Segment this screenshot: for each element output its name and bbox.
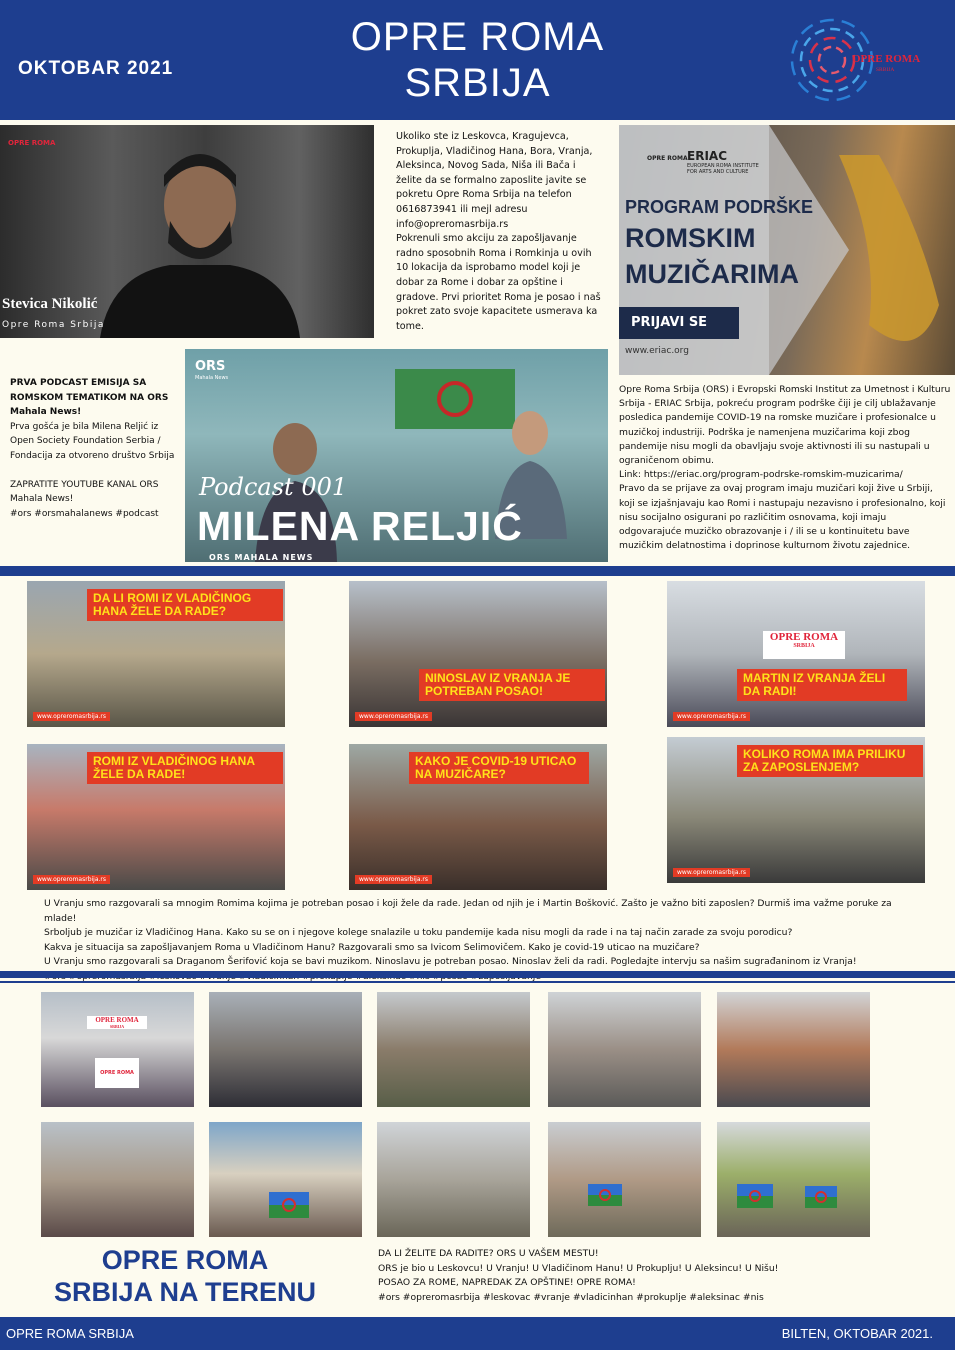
apply-button[interactable]: PRIJAVI SE <box>619 307 739 339</box>
video-sign-sub: SRBIJA <box>793 643 815 649</box>
ad-brand-eriac-sub: EUROPEAN ROMA INSTITUTE FOR ARTS AND CULTURE <box>687 163 759 175</box>
video-title: KAKO JE COVID-19 UTICAO NA MUZIČARE? <box>409 752 589 784</box>
video-thumbnail[interactable] <box>27 581 285 727</box>
field-photo <box>548 992 701 1107</box>
stand-logo: OPRE ROMA <box>95 1058 139 1088</box>
field-title-line-2: SRBIJA NA TERENU <box>53 1277 317 1307</box>
field-text <box>378 1247 938 1305</box>
footer-org: OPRE ROMA SRBIJA <box>6 1326 134 1341</box>
podcast-logo: ORS <box>195 359 226 374</box>
field-line: POSAO ZA ROME, NAPREDAK ZA OPŠTINE! OPRE ROMA! <box>378 1277 636 1289</box>
title-line-2: SRBIJA <box>404 61 551 105</box>
video-title: KOLIKO ROMA IMA PRILIKU ZA ZAPOSLENJEM? <box>737 745 923 777</box>
stand-sign-text: OPRE ROMA <box>95 1016 139 1024</box>
stevica-photo <box>0 125 374 338</box>
video-url: www.opreromasrbija.rs <box>355 712 432 721</box>
issue-date: OKTOBAR 2021 <box>18 58 174 79</box>
podcast-channel: ORS MAHALA NEWS <box>209 553 314 562</box>
podcast-body: Prva gošća je bila Milena Reljić iz Open Society Foundation Serbia / Fondacija za otvoreno društvo Srbija <box>10 421 175 461</box>
svg-text:SRBIJA: SRBIJA <box>876 67 895 73</box>
podcast-text <box>10 376 178 521</box>
person-name: Stevica Nikolić <box>2 296 98 312</box>
opre-roma-logo <box>790 12 930 108</box>
podcast-heading: PRVA PODCAST EMISIJA SA ROMSKOM TEMATIKOM NA ORS Mahala News! <box>10 378 169 418</box>
section-divider <box>0 566 955 576</box>
field-photo <box>41 992 194 1107</box>
field-photo <box>377 1122 530 1237</box>
field-photo <box>717 992 870 1107</box>
video-thumbnail[interactable] <box>349 744 607 890</box>
roma-flag-icon <box>717 1122 870 1237</box>
video-url: www.opreromasrbija.rs <box>673 712 750 721</box>
video-thumbnail[interactable] <box>667 737 925 883</box>
section-divider-thin <box>0 981 955 983</box>
field-line: ORS je bio u Leskovcu! U Vranju! U Vladičinom Hanu! U Prokuplju! U Aleksincu! U Nišu! <box>378 1262 779 1274</box>
video-url: www.opreromasrbija.rs <box>355 875 432 884</box>
person-role: Opre Roma Srbija <box>2 320 105 330</box>
photo-corner-logo: OPRE ROMA <box>8 139 56 147</box>
eriac-program-text <box>619 383 951 553</box>
section-divider <box>0 971 955 978</box>
eriac-paragraph: Pravo da se prijave za ovaj program imaju muzičari koji žive u Srbiji, koji se izjašnjavaju kao Romi i nastupaju nezavisno i profesionalno, koji nisu socijalno osigurani po različitim osnovama, koji imaju odgovarajuće muzičko obrazovanje i / ili se u kontinuitetu bave muzičkim delatnostima i doprinose kulturnom životu zajednice. <box>619 483 946 552</box>
ad-url: www.eriac.org <box>625 346 689 356</box>
ad-line-1: PROGRAM PODRŠKE <box>625 197 814 217</box>
field-section-title <box>30 1244 340 1308</box>
svg-text:OPRE ROMA: OPRE ROMA <box>852 53 921 65</box>
video-thumbnail[interactable] <box>27 744 285 890</box>
employment-text <box>396 130 604 363</box>
field-line: DA LI ŽELITE DA RADITE? ORS U VAŠEM MESTU! <box>378 1248 599 1259</box>
newsletter-title <box>300 14 655 106</box>
video-url: www.opreromasrbija.rs <box>33 712 110 721</box>
employment-paragraph: Pokrenuli smo akciju za zapošljavanje radno sposobnih Roma i Romkinja u ovih 10 lokacija da isprobamo model koji je dobar za Rome i dobar za opštine i gradove. Prvi prioritet Roma je posao i naš pokret zato svoje kapacitete usmerava ka tome. <box>396 233 601 332</box>
video-thumbnail[interactable] <box>349 581 607 727</box>
vranje-line: Kakva je situacija sa zapošljavanjem Roma u Vladičinom Hanu? Razgovarali smo sa Ivicom Selimovičem. Kako je covid-19 uticao na muzičare? <box>44 941 700 953</box>
podcast-cta: ZAPRATITE YOUTUBE KANAL ORS Mahala News! <box>10 479 159 505</box>
field-title-line-1: OPRE ROMA <box>101 1245 269 1275</box>
video-thumbnail[interactable] <box>667 581 925 727</box>
field-photo <box>548 1122 701 1237</box>
podcast-tags: #ors #orsmahalanews #podcast <box>10 508 159 519</box>
field-photo <box>209 992 362 1107</box>
eriac-link[interactable]: Link: https://eriac.org/program-podrske-romskim-muzicarima/ <box>619 469 903 481</box>
video-title: NINOSLAV IZ VRANJA JE POTREBAN POSAO! <box>419 669 605 701</box>
video-title: MARTIN IZ VRANJA ŽELI DA RADI! <box>737 669 907 701</box>
video-sign <box>763 631 845 659</box>
logo-rings-icon <box>790 12 930 108</box>
field-photo <box>717 1122 870 1237</box>
vranje-line: U Vranju smo razgovarali sa Draganom Šerifović koja se bavi muzikom. Ninoslavu je potreban posao. Ninoslav želi da radi. Pogledajte intervju sa našim sugrađaninom iz Vranja! <box>44 956 857 968</box>
podcast-episode: Podcast 001 <box>199 473 348 501</box>
podcast-logo-sub: Mahala News <box>195 375 229 381</box>
eriac-program-ad <box>619 125 955 375</box>
stand-sign-sub: SRBIJA <box>109 1024 125 1029</box>
employment-paragraph: Ukoliko ste iz Leskovca, Kragujevca, Prokuplja, Vladičinog Hana, Bora, Vranja, Aleksinca, Novog Sada, Niša ili Bača i želite da se formalno zaposlite javite se pokretu Opre Roma Srbija na telefon 0616873941 ili mejl adresu info@opreromasrbija.rs <box>396 131 593 230</box>
ad-brand-eriac: ERIAC <box>687 149 727 163</box>
stand-sign <box>87 1016 147 1029</box>
field-tags: #ors #opreromasrbija #leskovac #vranje #vladicinhan #prokuplje #aleksinac #nis <box>378 1291 764 1303</box>
field-photo <box>209 1122 362 1237</box>
field-photo <box>41 1122 194 1237</box>
eriac-paragraph: Opre Roma Srbija (ORS) i Evropski Romski Institut za Umetnost i Kulturu Srbija - ERIAC Srbija, pokreću program podrške čiji je cilj ublažavanje posledica pandemije COVID-19 na romske muzičare i profesionalce u muzičkoj industriji. Podrška je namenjena muzičarima koji zbog pandemije nisu mogli da obavljaju svoje aktivnosti ili su nastupali u ograničenom obimu. <box>619 384 951 467</box>
vranje-line: U Vranju smo razgovarali sa mnogim Romima kojima je potreban posao i koji žele da rade. Jedan od njih je i Martin Bošković. Zašto je važno biti zaposlen? Durmiš ima važme poruke za mlade! <box>44 898 892 924</box>
field-photo <box>377 992 530 1107</box>
footer-edition: BILTEN, OKTOBAR 2021. <box>781 1326 933 1341</box>
podcast-guest-name: MILENA RELJIĆ <box>197 503 523 549</box>
video-url: www.opreromasrbija.rs <box>673 868 750 877</box>
title-line-1: OPRE ROMA <box>350 15 605 59</box>
roma-flag-icon <box>548 1122 701 1237</box>
roma-flag-icon <box>209 1122 362 1237</box>
video-title: DA LI ROMI IZ VLADIČINOG HANA ŽELE DA RADE? <box>87 589 283 621</box>
ad-line-3: MUZIČARIMA <box>625 259 799 289</box>
vranje-line: Srboljub je muzičar iz Vladičinog Hana. Kako su se on i njegove kolege snalazile u toku pandemije kada nisu mogli da rade i na taj način zarade za svoju porodicu? <box>44 927 793 939</box>
podcast-thumbnail[interactable] <box>185 349 608 562</box>
ad-line-2: ROMSKIM <box>625 223 756 253</box>
video-title: ROMI IZ VLADIČINOG HANA ŽELE DA RADE! <box>87 752 283 784</box>
video-url: www.opreromasrbija.rs <box>33 875 110 884</box>
ad-brand-opre-roma: OPRE ROMA <box>647 155 688 162</box>
video-sign-text: OPRE ROMA <box>769 631 839 643</box>
